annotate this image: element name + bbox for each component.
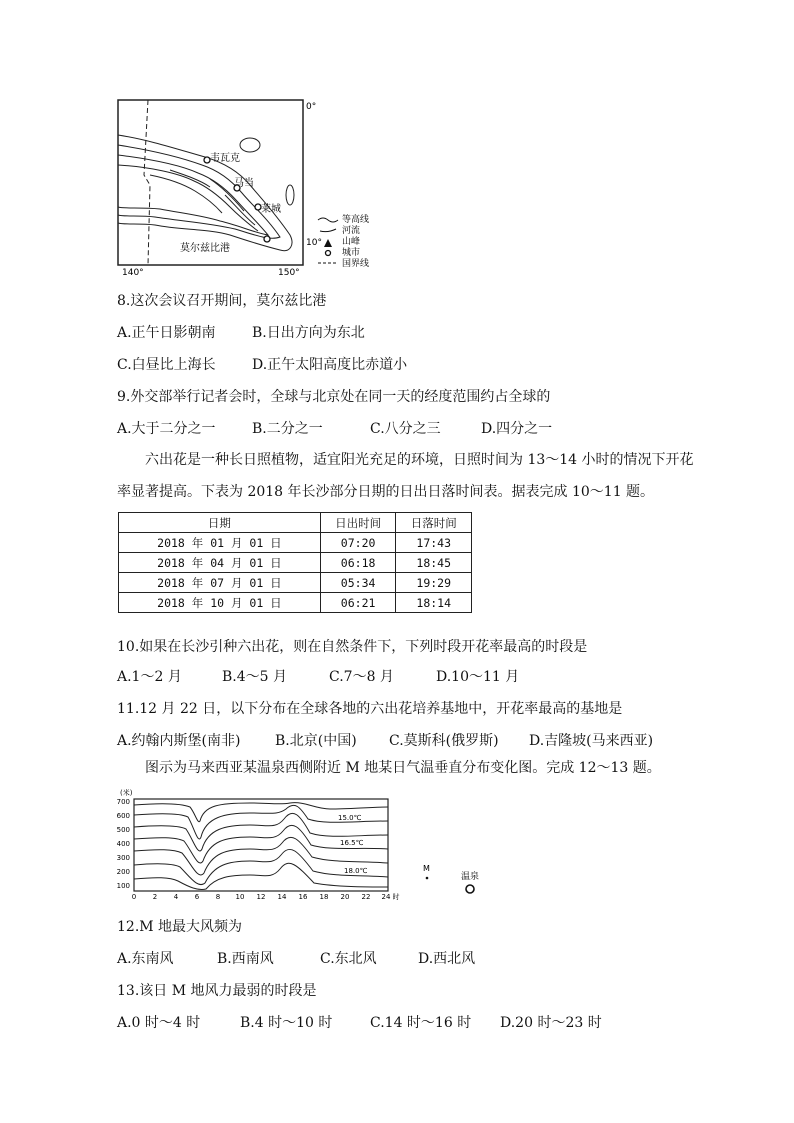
y-tick: 700 xyxy=(116,798,130,806)
point-m-marker xyxy=(426,877,429,880)
table-header-sunrise: 日出时间 xyxy=(320,513,396,533)
temperature-profile-chart xyxy=(100,785,500,905)
lon-label-140: 140° xyxy=(122,268,144,278)
q10-option-a[interactable]: A.1～2 月 xyxy=(117,669,182,685)
table-cell: 06:18 xyxy=(320,553,396,573)
intro-12-13-line1: 图示为马来西亚某温泉西侧附近 M 地某日气温垂直分布变化图。完成 12～13 题。 xyxy=(145,760,661,776)
q9-stem: 9.外交部举行记者会时，全球与北京处在同一天的经度范围约占全球的 xyxy=(117,389,551,405)
x-tick: 8 xyxy=(215,893,221,901)
hot-spring-marker xyxy=(466,885,474,893)
x-tick: 0 xyxy=(131,893,137,901)
y-tick: 600 xyxy=(116,812,130,820)
q12-option-a[interactable]: A.东南风 xyxy=(117,951,174,967)
q11-stem: 11.12 月 22 日，以下分布在全球各地的六出花培养基地中，开花率最高的基地是 xyxy=(117,701,623,717)
table-cell: 2018 年 01 月 01 日 xyxy=(119,533,321,553)
isotherm-label-15: 15.0℃ xyxy=(338,814,362,822)
lat-label-10: 10° xyxy=(306,238,322,248)
city-label-lae: 莱城 xyxy=(261,204,281,215)
table-cell: 07:20 xyxy=(320,533,396,553)
q9-option-b[interactable]: B.二分之一 xyxy=(252,421,323,437)
x-tick: 20 xyxy=(340,893,350,901)
q11-option-c[interactable]: C.莫斯科(俄罗斯) xyxy=(389,733,499,749)
table-cell: 2018 年 04 月 01 日 xyxy=(119,553,321,573)
q11-option-a[interactable]: A.约翰内斯堡(南非) xyxy=(117,733,241,749)
table-row xyxy=(119,593,472,613)
x-tick: 12 xyxy=(256,893,266,901)
legend-contour: 等高线 xyxy=(342,215,370,225)
legend-river: 河流 xyxy=(342,226,361,236)
table-row xyxy=(119,533,472,553)
x-tick: 16 xyxy=(298,893,308,901)
x-tick: 14 xyxy=(277,893,287,901)
table-cell: 19:29 xyxy=(396,573,472,593)
q13-option-a[interactable]: A.0 时～4 时 xyxy=(117,1015,201,1031)
q9-option-a[interactable]: A.大于二分之一 xyxy=(117,421,216,437)
q13-option-c[interactable]: C.14 时～16 时 xyxy=(370,1015,472,1031)
x-tick: 6 xyxy=(194,893,200,901)
q8-option-b[interactable]: B.日出方向为东北 xyxy=(252,325,365,341)
legend-peak: 山峰 xyxy=(342,237,361,247)
x-tick: 4 xyxy=(173,893,179,901)
lat-label-0: 0° xyxy=(306,102,317,112)
legend-city: 城市 xyxy=(342,248,361,258)
x-tick: 22 xyxy=(361,893,371,901)
q13-option-d[interactable]: D.20 时～23 时 xyxy=(500,1015,602,1031)
x-tick: 2 xyxy=(152,893,158,901)
isotherm-label-18: 18.0℃ xyxy=(344,867,368,875)
q8-option-a[interactable]: A.正午日影朝南 xyxy=(117,325,216,341)
q12-option-b[interactable]: B.西南风 xyxy=(217,951,274,967)
y-tick: 100 xyxy=(116,882,130,890)
table-cell: 18:14 xyxy=(396,593,472,613)
q10-option-c[interactable]: C.7～8 月 xyxy=(329,669,394,685)
x-tick: 10 xyxy=(235,893,245,901)
table-cell: 18:45 xyxy=(396,553,472,573)
q8-stem: 8.这次会议召开期间，莫尔兹比港 xyxy=(117,293,327,309)
q11-option-b[interactable]: B.北京(中国) xyxy=(275,733,357,749)
q10-option-d[interactable]: D.10～11 月 xyxy=(436,669,520,685)
table-header-sunset: 日落时间 xyxy=(396,513,472,533)
y-tick: 300 xyxy=(116,854,130,862)
city-label-wewak: 韦瓦克 xyxy=(210,153,240,164)
city-label-port-moresby: 莫尔兹比港 xyxy=(180,243,230,254)
point-m-label: M xyxy=(423,864,430,873)
table-cell: 17:43 xyxy=(396,533,472,553)
q8-option-c[interactable]: C.白昼比上海长 xyxy=(117,357,216,373)
table-cell: 05:34 xyxy=(320,573,396,593)
q11-option-d[interactable]: D.吉隆坡(马来西亚) xyxy=(529,733,654,749)
x-tick: 24 xyxy=(381,893,391,901)
table-row xyxy=(119,553,472,573)
y-tick: 200 xyxy=(116,868,130,876)
q13-option-b[interactable]: B.4 时～10 时 xyxy=(240,1015,333,1031)
q12-option-c[interactable]: C.东北风 xyxy=(320,951,377,967)
table-row xyxy=(119,573,472,593)
intro-10-11-line1: 六出花是一种长日照植物，适宜阳光充足的环境，日照时间为 13～14 小时的情况下开花 xyxy=(145,452,694,468)
intro-10-11-line2: 率显著提高。下表为 2018 年长沙部分日期的日出日落时间表。据表完成 10～11 题。 xyxy=(117,484,655,500)
q9-option-c[interactable]: C.八分之三 xyxy=(370,421,441,437)
table-cell: 2018 年 07 月 01 日 xyxy=(119,573,321,593)
map-legend xyxy=(318,213,369,269)
x-tick: 18 xyxy=(319,893,329,901)
map-figure xyxy=(110,95,400,280)
lon-label-150: 150° xyxy=(278,268,300,278)
isotherm-label-16-5: 16.5℃ xyxy=(340,839,364,847)
q10-option-b[interactable]: B.4～5 月 xyxy=(222,669,288,685)
sunrise-sunset-table xyxy=(118,512,472,613)
x-axis-unit: 时 xyxy=(392,893,400,901)
table-header-date: 日期 xyxy=(119,513,321,533)
city-label-madang: 马当 xyxy=(234,178,254,189)
q10-stem: 10.如果在长沙引种六出花，则在自然条件下，下列时段开花率最高的时段是 xyxy=(117,639,588,655)
q9-option-d[interactable]: D.四分之一 xyxy=(481,421,553,437)
y-axis-unit: (米) xyxy=(120,789,133,797)
y-tick: 400 xyxy=(116,840,130,848)
hot-spring-label: 温泉 xyxy=(461,872,480,882)
y-tick: 500 xyxy=(116,826,130,834)
table-cell: 2018 年 10 月 01 日 xyxy=(119,593,321,613)
q12-option-d[interactable]: D.西北风 xyxy=(418,951,476,967)
q8-option-d[interactable]: D.正午太阳高度比赤道小 xyxy=(252,357,408,373)
city-port-moresby-marker xyxy=(264,236,270,242)
table-cell: 06:21 xyxy=(320,593,396,613)
q13-stem: 13.该日 M 地风力最弱的时段是 xyxy=(117,983,317,999)
legend-border: 国界线 xyxy=(342,259,370,269)
table-header-row xyxy=(119,513,472,533)
q12-stem: 12.M 地最大风频为 xyxy=(117,919,243,935)
